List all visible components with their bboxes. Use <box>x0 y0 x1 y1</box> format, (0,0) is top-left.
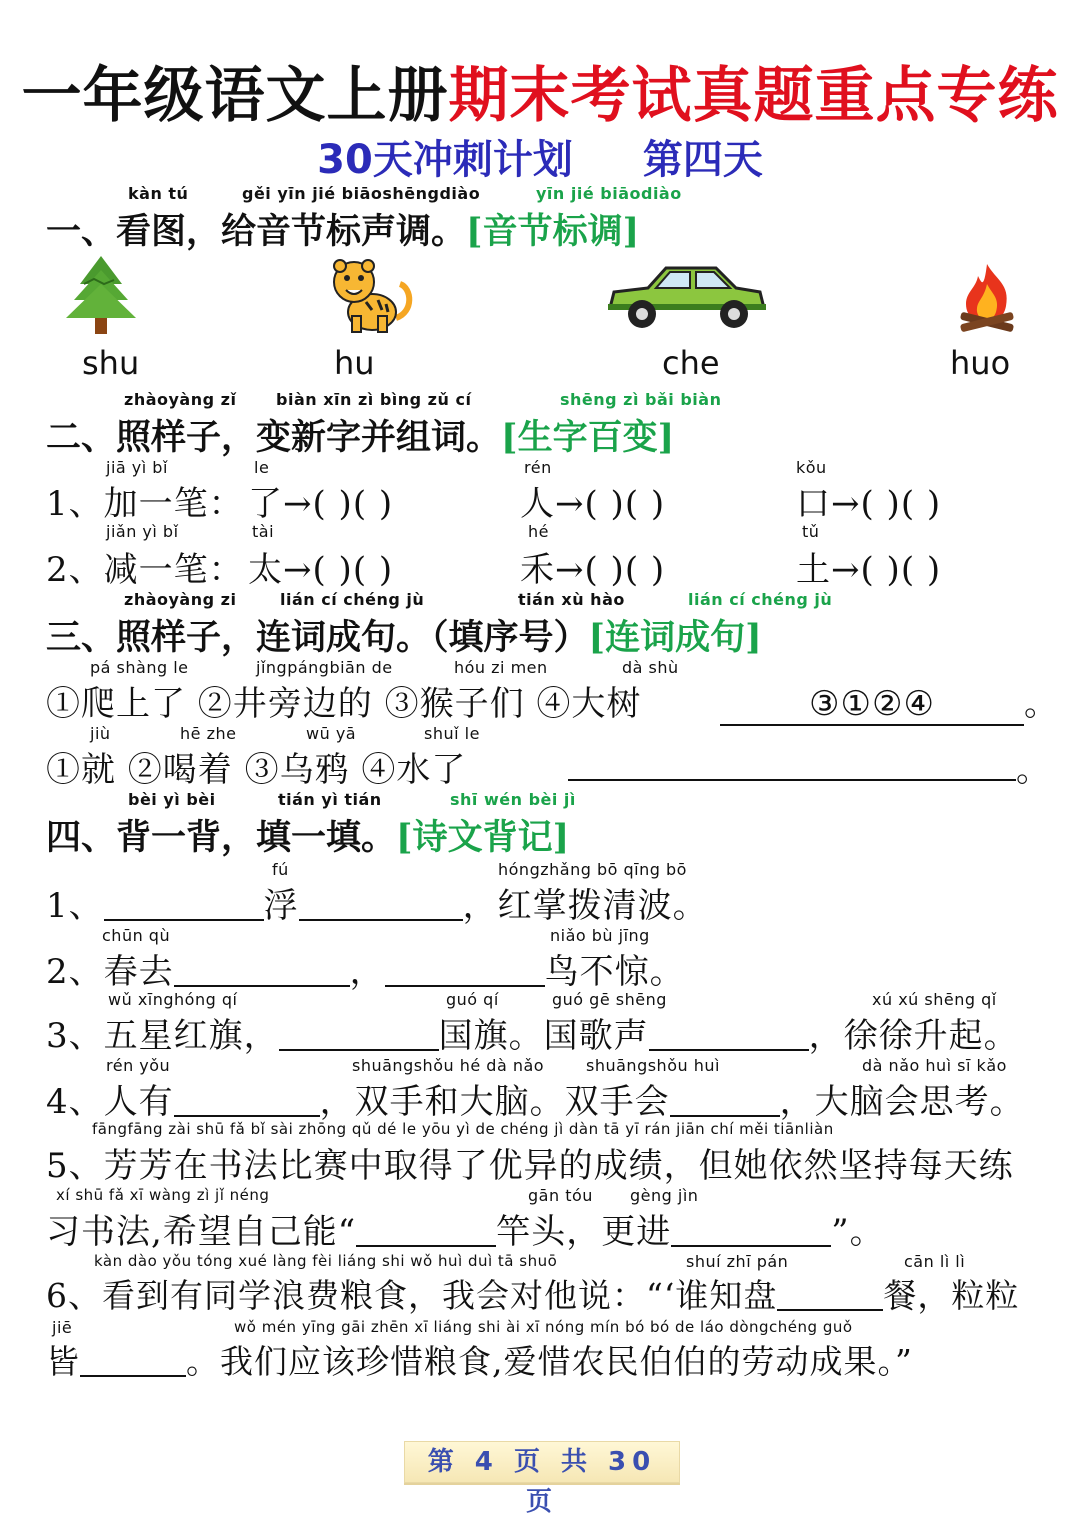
pinyin: tǔ <box>802 522 820 541</box>
pinyin: wū yā <box>306 724 357 743</box>
word-list: ①爬上了 ②井旁边的 ③猴子们 ④大树 <box>46 684 642 724</box>
pinyin: hé <box>528 522 549 541</box>
pinyin: yīn jié biāodiào <box>536 184 682 203</box>
pinyin: hóngzhǎng bō qīng bō <box>498 860 687 879</box>
poem-line: 6、看到有同学浪费粮食，我会对他说：“‘谁知盘 餐，粒粒 <box>46 1276 1020 1315</box>
pinyin: jiǎn yì bǐ <box>106 522 179 541</box>
pinyin: gèng jìn <box>630 1186 699 1205</box>
pinyin: shuí zhī pán <box>686 1252 789 1271</box>
pinyin: hóu zi men <box>454 658 548 677</box>
fill-blank[interactable] <box>670 1085 780 1117</box>
pinyin: jǐngpángbiān de <box>256 658 393 677</box>
answer-line[interactable]: 。 <box>568 742 1051 791</box>
pinyin: chūn qù <box>102 926 171 945</box>
poem-line: 5、芳芳在书法比赛中取得了优异的成绩，但她依然坚持每天练 <box>46 1146 1014 1186</box>
pinyin: xú xú shēng qǐ <box>872 990 997 1009</box>
section-heading: 一、看图，给音节标声调。[音节标调] <box>46 211 640 252</box>
exercise-label: 1、加一笔： <box>46 484 244 524</box>
pinyin: gěi yīn jié biāoshēngdiào <box>242 184 481 203</box>
pinyin: le <box>254 458 270 477</box>
car-icon <box>604 262 768 332</box>
pinyin: guó gē shēng <box>552 990 667 1009</box>
fill-blank[interactable] <box>777 1279 883 1311</box>
fill-blank[interactable] <box>385 955 545 987</box>
syllable: che <box>662 344 720 382</box>
pinyin: xí shū fǎ xī wàng zì jǐ néng <box>56 1186 270 1204</box>
poem-line: 皆 。我们应该珍惜粮食,爱惜农民伯伯的劳动成果。” <box>46 1342 913 1381</box>
pinyin: fú <box>272 860 289 879</box>
tree-icon <box>64 254 138 336</box>
pinyin: hē zhe <box>180 724 237 743</box>
pinyin: wǒ mén yīng gāi zhēn xī liáng shi ài xī nóng mín bó bó de láo dòngchéng guǒ <box>234 1318 853 1336</box>
syllable: huo <box>950 344 1011 382</box>
pinyin: lián cí chéng jù <box>280 590 425 609</box>
section-tag: [连词成句] <box>588 617 762 658</box>
page-number: 第 4 页 共 30 页 <box>404 1441 680 1483</box>
word-list: ①就 ②喝着 ③乌鸦 ④水了 <box>46 750 467 790</box>
pinyin: tián xù hào <box>518 590 625 609</box>
fill-blank[interactable] <box>104 889 264 921</box>
syllable: shu <box>82 344 140 382</box>
answer-line[interactable]: ③①②④ 。 <box>720 676 1059 726</box>
pinyin: jiē <box>52 1318 73 1337</box>
pinyin: dà shù <box>622 658 679 677</box>
pinyin: rén <box>524 458 552 477</box>
fill-blank[interactable] <box>80 1345 186 1377</box>
pinyin: zhàoyàng zǐ <box>124 390 237 409</box>
poem-line: 3、五星红旗， 国旗。国歌声 ，徐徐升起。 <box>46 1016 1019 1056</box>
syllable: hu <box>334 344 375 382</box>
poem-line: 1、 浮 ，红掌拨清波。 <box>46 886 708 926</box>
pinyin: lián cí chéng jù <box>688 590 833 609</box>
section-heading: 四、背一背，填一填。[诗文背记] <box>46 817 570 858</box>
section-tag: [音节标调] <box>466 211 640 252</box>
page-subtitle <box>0 128 1080 185</box>
exercise-label: 2、减一笔： <box>46 550 244 590</box>
subtitle-day: 第四天 <box>642 137 763 183</box>
exercise-char: 了→( )( ) <box>248 484 394 524</box>
pinyin: pá shàng le <box>90 658 189 677</box>
fill-blank[interactable] <box>671 1215 831 1247</box>
fill-blank[interactable] <box>356 1215 496 1247</box>
pinyin: tài <box>252 522 275 541</box>
exercise-char: 禾→( )( ) <box>520 550 666 590</box>
pinyin: fāngfāng zài shū fǎ bǐ sài zhōng qǔ dé le yōu yì de chéng jì dàn tā yī rán jiān chí měi tiānliàn <box>92 1120 834 1138</box>
fire-icon <box>956 262 1018 334</box>
poem-line: 2、春去 ， 鸟不惊。 <box>46 952 685 992</box>
pinyin: wǔ xīnghóng qí <box>108 990 238 1009</box>
pinyin: shī wén bèi jì <box>450 790 576 809</box>
pinyin: guó qí <box>446 990 499 1009</box>
section-tag: [诗文背记] <box>396 817 570 858</box>
pinyin: tián yì tián <box>278 790 382 809</box>
subtitle-plan: 30天冲刺计划 <box>317 137 573 183</box>
fill-blank[interactable] <box>649 1019 809 1051</box>
section-heading: 二、照样子，变新字并组词。[生字百变] <box>46 417 675 458</box>
tiger-icon <box>326 258 416 334</box>
title-red: 期末考试真题重点专练 <box>448 61 1059 131</box>
title-black: 一年级语文上册 <box>21 61 449 131</box>
pinyin: kàn tú <box>128 184 189 203</box>
pinyin: rén yǒu <box>106 1056 171 1075</box>
section-heading: 三、照样子，连词成句。（填序号）[连词成句] <box>46 617 762 658</box>
pinyin: bèi yì bèi <box>128 790 216 809</box>
pinyin: shuāngshǒu hé dà nǎo <box>352 1056 545 1075</box>
fill-blank[interactable] <box>279 1019 439 1051</box>
pinyin: shēng zì bǎi biàn <box>560 390 722 409</box>
pinyin: jiā yì bǐ <box>106 458 168 477</box>
fill-blank[interactable] <box>174 955 350 987</box>
pinyin: niǎo bù jīng <box>550 926 650 945</box>
exercise-char: 太→( )( ) <box>248 550 394 590</box>
fill-blank[interactable] <box>174 1085 320 1117</box>
poem-line: 4、人有 ，双手和大脑。双手会 ，大脑会思考。 <box>46 1082 1025 1122</box>
pinyin: zhàoyàng zi <box>124 590 237 609</box>
pinyin: dà nǎo huì sī kǎo <box>862 1056 1007 1075</box>
exercise-char: 人→( )( ) <box>520 484 666 524</box>
fill-blank[interactable] <box>299 889 463 921</box>
pinyin: kǒu <box>796 458 827 477</box>
page-title <box>0 48 1080 134</box>
pinyin: cān lì lì <box>904 1252 966 1271</box>
exercise-char: 土→( )( ) <box>796 550 942 590</box>
pinyin: shuǐ le <box>424 724 480 743</box>
exercise-char: 口→( )( ) <box>796 484 942 524</box>
poem-line: 习书法,希望自己能“ 竿头，更进 ”。 <box>46 1212 885 1252</box>
pinyin: gān tóu <box>528 1186 593 1205</box>
pinyin: jiù <box>90 724 111 743</box>
section-tag: [生字百变] <box>501 417 675 458</box>
pinyin: biàn xīn zì bìng zǔ cí <box>276 390 472 409</box>
pinyin: kàn dào yǒu tóng xué làng fèi liáng shi wǒ huì duì tā shuō <box>94 1252 558 1270</box>
pinyin: shuāngshǒu huì <box>586 1056 720 1075</box>
